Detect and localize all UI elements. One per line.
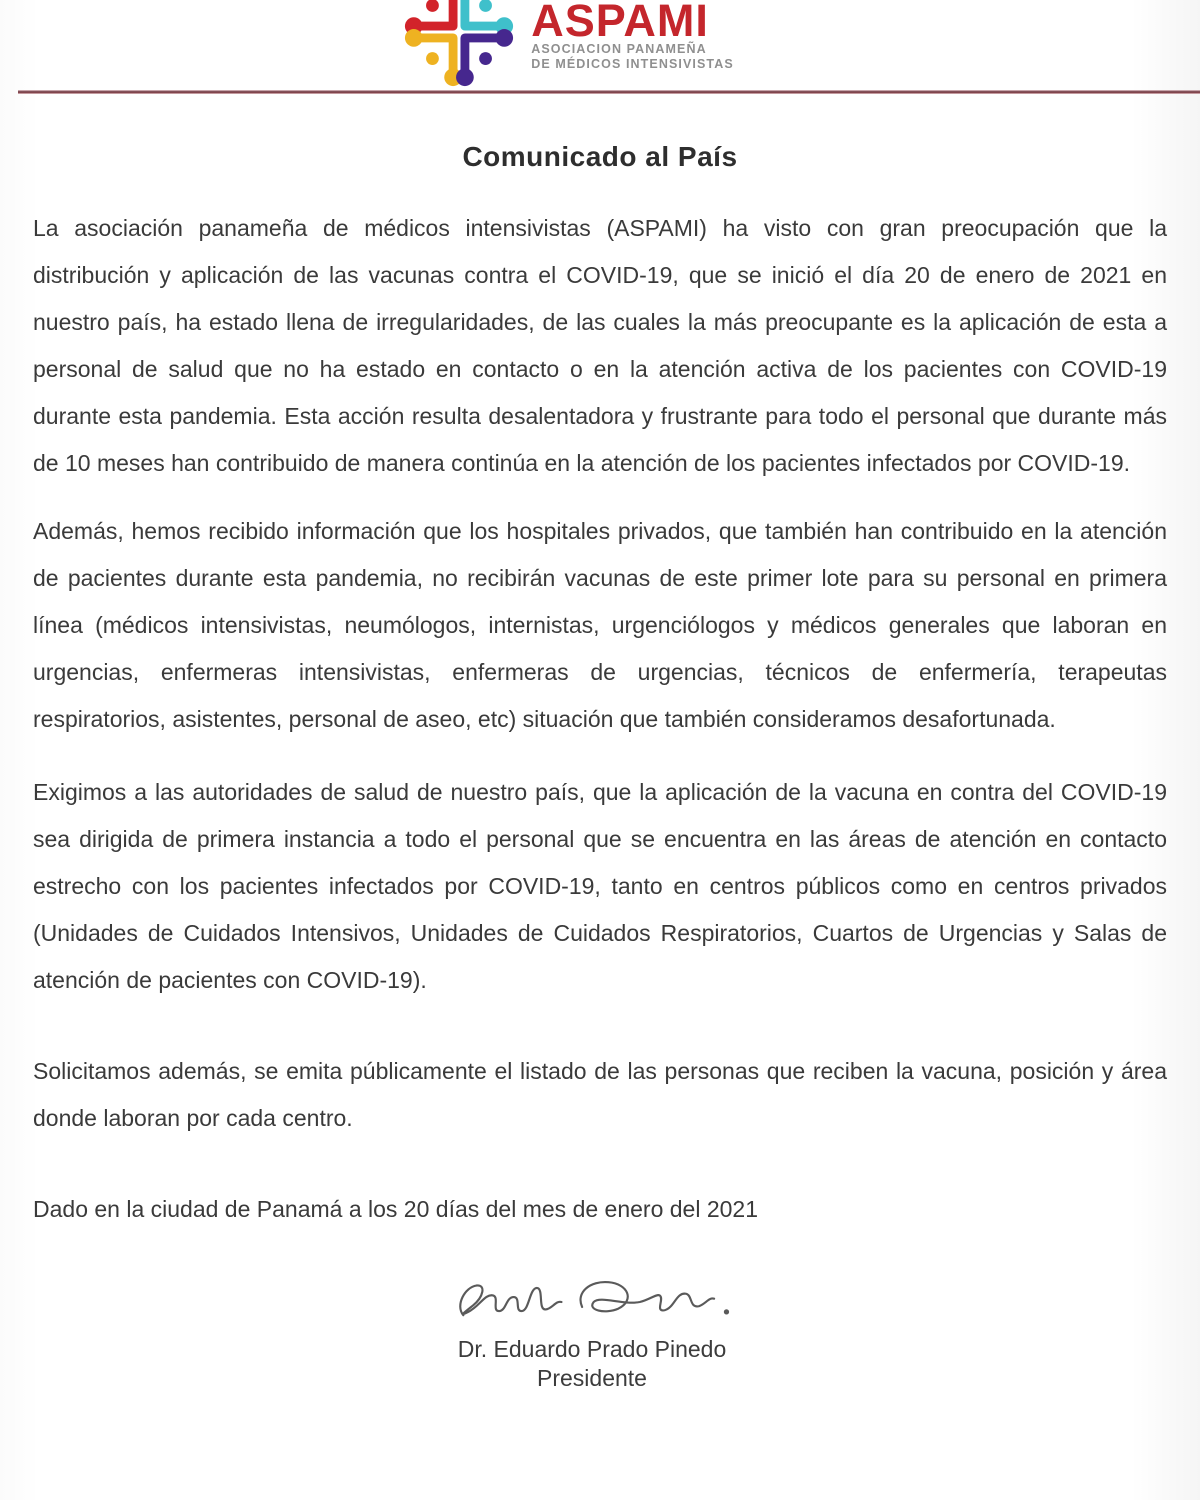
body-paragraph: La asociación panameña de médicos intensivistas (ASPAMI) ha visto con gran preocupación que la distribución y aplicación de las vacunas contra el COVID-19, que se inició el día 20 de enero de 2021 en nuestro país, ha estado llena de irregularidades, de las cuales la más preocupante es la aplicación de esta a personal de salud que no ha estado en contacto o en la atención activa de los pacientes con COVID-19 durante esta pandemia. Esta acción resulta desalentadora y frustrante para todo el personal que durante más de 10 meses han contribuido de manera continúa en la atención de los pacientes infectados por COVID-19. xyxy=(33,215,1167,476)
letterhead-divider xyxy=(18,90,1200,94)
body-paragraph: Solicitamos además, se emita públicamente el listado de las personas que reciben la vacuna, posición y área donde laboran por cada centro. xyxy=(33,1058,1167,1131)
signature-image xyxy=(427,1269,757,1335)
document-body xyxy=(33,205,1167,1233)
signatory-name: Dr. Eduardo Prado Pinedo xyxy=(457,1336,727,1362)
signatory-role: Presidente xyxy=(537,1365,647,1391)
logo-text xyxy=(531,0,734,72)
brand-name: ASPAMI xyxy=(531,0,709,46)
aspami-logo-icon xyxy=(400,0,518,90)
aspami-logo xyxy=(0,0,1167,90)
document-title: Comunicado al País xyxy=(462,141,738,172)
brand-subtitle-line2: DE MÉDICOS INTENSIVISTAS xyxy=(531,57,734,71)
body-paragraph: Exigimos a las autoridades de salud de nuestro país, que la aplicación de la vacuna en contra del COVID-19 sea dirigida de primera instancia a todo el personal que se encuentra en las áreas de atención en contacto estrecho con los pacientes infectados por COVID-19, tanto en centros públicos como en centros privados (Unidades de Cuidados Intensivos, Unidades de Cuidados Respiratorios, Cuartos de Urgencias y Salas de atención de pacientes con COVID-19). xyxy=(33,779,1167,993)
signature-block xyxy=(0,1269,1192,1393)
body-paragraph: Además, hemos recibido información que los hospitales privados, que también han contribuido en la atención de pacientes durante esta pandemia, no recibirán vacunas de este primer lote para su personal en primera línea (médicos intensivistas, neumólogos, internistas, urgenciólogos y médicos generales que laboran en urgencias, enfermeras intensivistas, enfermeras de urgencias, técnicos de enfermería, terapeutas respiratorios, asistentes, personal de aseo, etc) situación que también consideramos desafortunada. xyxy=(33,518,1167,732)
date-line: Dado en la ciudad de Panamá a los 20 días del mes de enero del 2021 xyxy=(33,1196,759,1222)
letterhead xyxy=(0,0,1200,90)
brand-subtitle-line1: ASOCIACION PANAMEÑA xyxy=(531,42,707,56)
